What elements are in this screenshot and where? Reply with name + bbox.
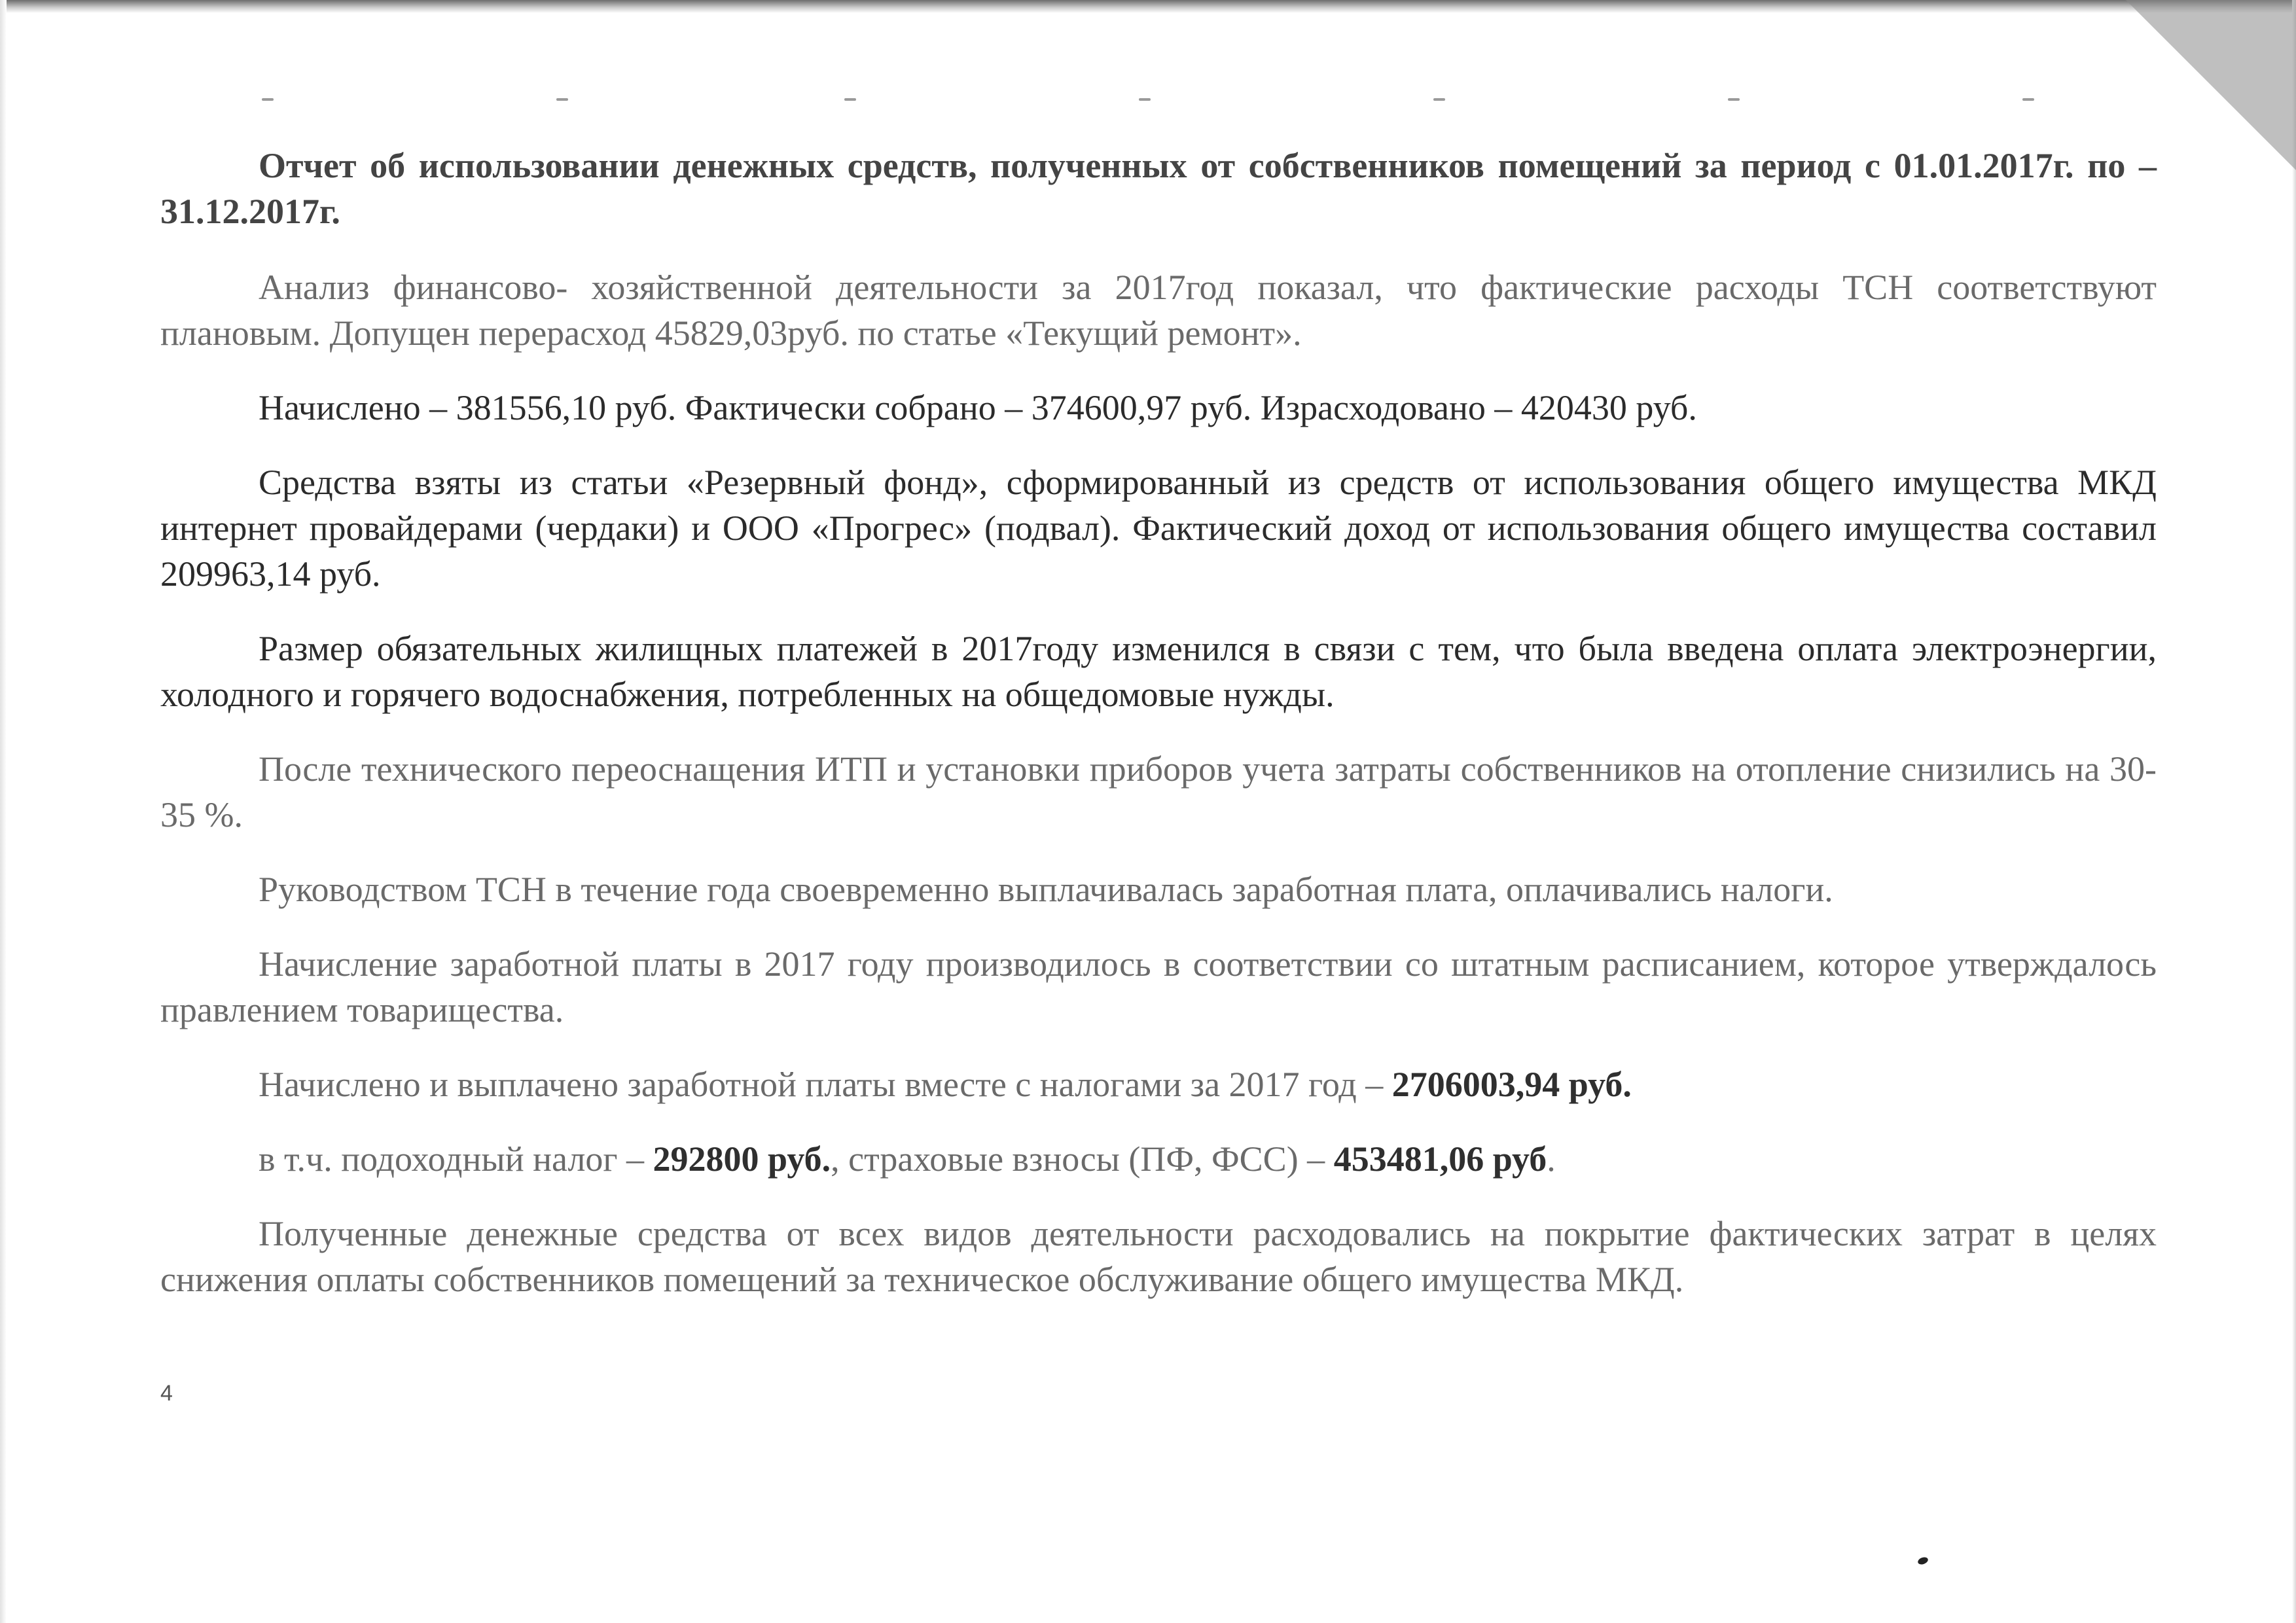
paragraph-salary-paid: Руководством ТСН в течение года своевременно выплачивалась заработная плата, оплачивались налоги. xyxy=(259,870,1833,909)
taxes-end: . xyxy=(1547,1139,1556,1179)
header-dash-marks xyxy=(216,98,2049,105)
scan-right-edge xyxy=(2292,0,2296,1623)
dash-mark xyxy=(1139,98,1151,101)
report-title: Отчет об использовании денежных средств, полученных от собственников помещений за период с 01.01.2017г. по – 31.12.2017г. xyxy=(160,146,2157,231)
salary-total-text: Начислено и выплачено заработной платы вместе с налогами за 2017 год – xyxy=(259,1065,1392,1104)
dash-mark xyxy=(1728,98,1740,101)
paragraph-totals: Начислено – 381556,10 руб. Фактически собрано – 374600,97 руб. Израсходовано – 420430 руб. xyxy=(259,388,1697,427)
income-tax-amount: 292800 руб. xyxy=(653,1139,831,1179)
salary-total-amount: 2706003,94 руб. xyxy=(1391,1065,1632,1104)
dash-mark xyxy=(262,98,274,101)
paragraph-reserve-fund: Средства взяты из статьи «Резервный фонд», сформированный из средств от использования общего имущества МКД интернет провайдерами (чердаки) и ООО «Прогрес» (подвал). Фактический доход от использования общего имущества составил 209963,14 руб. xyxy=(160,463,2157,594)
ink-smudge xyxy=(1917,1556,1929,1566)
scan-top-edge xyxy=(0,0,2296,13)
dash-mark xyxy=(1433,98,1445,101)
dash-mark xyxy=(556,98,568,101)
insurance-text: , страховые взносы (ПФ, ФСС) – xyxy=(831,1139,1334,1179)
paragraph-heating: После технического переоснащения ИТП и установки приборов учета затраты собственников на отопление снизились на 30-35 %. xyxy=(160,749,2157,834)
paragraph-taxes xyxy=(160,1136,2157,1182)
paragraph-payments-change: Размер обязательных жилищных платежей в 2017году изменился в связи с тем, что была введена оплата электроэнергии, холодного и горячего водоснабжения, потребленных на общедомовые нужды. xyxy=(160,629,2157,714)
paragraph-salary-schedule: Начисление заработной платы в 2017 году производилось в соответствии со штатным расписанием, которое утверждалось правлением товарищества. xyxy=(160,944,2157,1029)
scan-left-edge xyxy=(0,0,7,1623)
dash-mark xyxy=(844,98,856,101)
document-body xyxy=(160,143,2157,1331)
paragraph-funds-usage: Полученные денежные средства от всех видов деятельности расходовались на покрытие фактических затрат в целях снижения оплаты собственников помещений за техническое обслуживание общего имущества МКД. xyxy=(160,1214,2157,1299)
insurance-amount: 453481,06 руб xyxy=(1333,1139,1547,1179)
paragraph-analysis: Анализ финансово- хозяйственной деятельности за 2017год показал, что фактические расходы ТСН соответствуют плановым. Допущен перерасход 45829,03руб. по статье «Текущий ремонт». xyxy=(160,268,2157,353)
income-tax-text: в т.ч. подоходный налог – xyxy=(259,1139,653,1179)
page-number: 4 xyxy=(160,1381,173,1406)
dash-mark xyxy=(2022,98,2034,101)
paragraph-salary-total xyxy=(160,1061,2157,1107)
